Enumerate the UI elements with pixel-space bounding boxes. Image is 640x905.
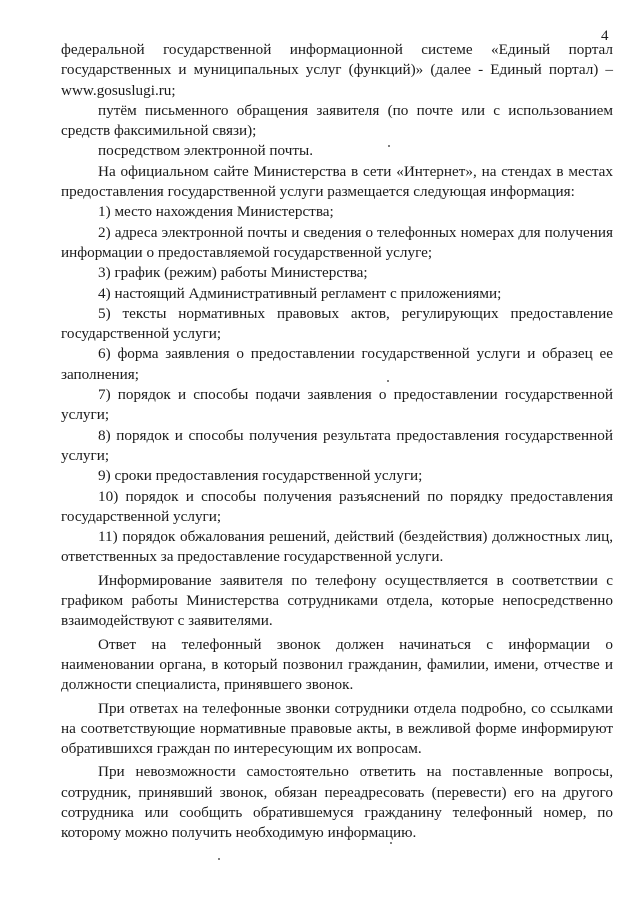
scan-speck — [218, 858, 220, 860]
list-item-8: 8) порядок и способы получения результата предоставления государственной услуги; — [61, 426, 613, 464]
scan-speck — [388, 145, 390, 147]
paragraph-phone-answer: Ответ на телефонный звонок должен начинаться с информации о наименовании органа, в который позвонил гражданин, фамилии, имени, отчестве и должности специалиста, принявшего звонок. — [61, 635, 613, 694]
paragraph-1: федеральной государственной информационной системе «Единый портал государственных и муниципальных услуг (функций)» (далее - Единый портал) – www.gosuslugi.ru; — [61, 41, 613, 99]
paragraph-3: посредством электронной почты. — [98, 142, 313, 160]
document-body — [61, 40, 613, 844]
paragraph-phone-replies: При ответах на телефонные звонки сотрудники отдела подробно, со ссылками на соответствующие нормативные правовые акты, в вежливой форме информируют обратившихся граждан по интересующим их вопросам. — [61, 699, 613, 758]
list-item-3: 3) график (режим) работы Министерства; — [98, 264, 368, 282]
paragraph-2: путём письменного обращения заявителя (по почте или с использованием средств факсимильной связи); — [61, 101, 613, 140]
scan-speck — [390, 842, 392, 844]
paragraph-phone-redirect: При невозможности самостоятельно ответить на поставленные вопросы, сотрудник, принявший звонок, обязан переадресовать (перевести) его на другого сотрудника или сообщить обратившемуся гражданину телефонный номер, по которому можно получить необходимую информацию. — [61, 763, 613, 842]
list-item-5: 5) тексты нормативных правовых актов, регулирующих предоставление государственной услуги; — [61, 304, 613, 343]
list-item-11: 11) порядок обжалования решений, действий (бездействия) должностных лиц, ответственных за предоставление государственной услуги. — [61, 528, 613, 566]
page-number: 4 — [601, 28, 609, 44]
list-item-9: 9) сроки предоставления государственной услуги; — [98, 467, 423, 485]
list-item-7: 7) порядок и способы подачи заявления о предоставлении государственной услуги; — [61, 386, 613, 424]
list-item-6: 6) форма заявления о предоставлении государственной услуги и образец ее заполнения; — [61, 345, 613, 383]
paragraph-4: На официальном сайте Министерства в сети «Интернет», на стендах в местах предоставления государственной услуги размещается следующая информация: — [61, 162, 613, 201]
scan-speck — [387, 380, 389, 382]
list-item-4: 4) настоящий Административный регламент с приложениями; — [98, 284, 502, 302]
list-item-10: 10) порядок и способы получения разъяснений по порядку предоставления государственной услуги; — [61, 487, 613, 525]
list-item-1: 1) место нахождения Министерства; — [98, 203, 334, 221]
paragraph-phone-info: Информирование заявителя по телефону осуществляется в соответствии с графиком работы Министерства сотрудниками отдела, которые непосредственно взаимодействуют с заявителями. — [61, 571, 613, 630]
list-item-2: 2) адреса электронной почты и сведения о телефонных номерах для получения информации о предоставляемой государственной услуге; — [61, 223, 613, 261]
